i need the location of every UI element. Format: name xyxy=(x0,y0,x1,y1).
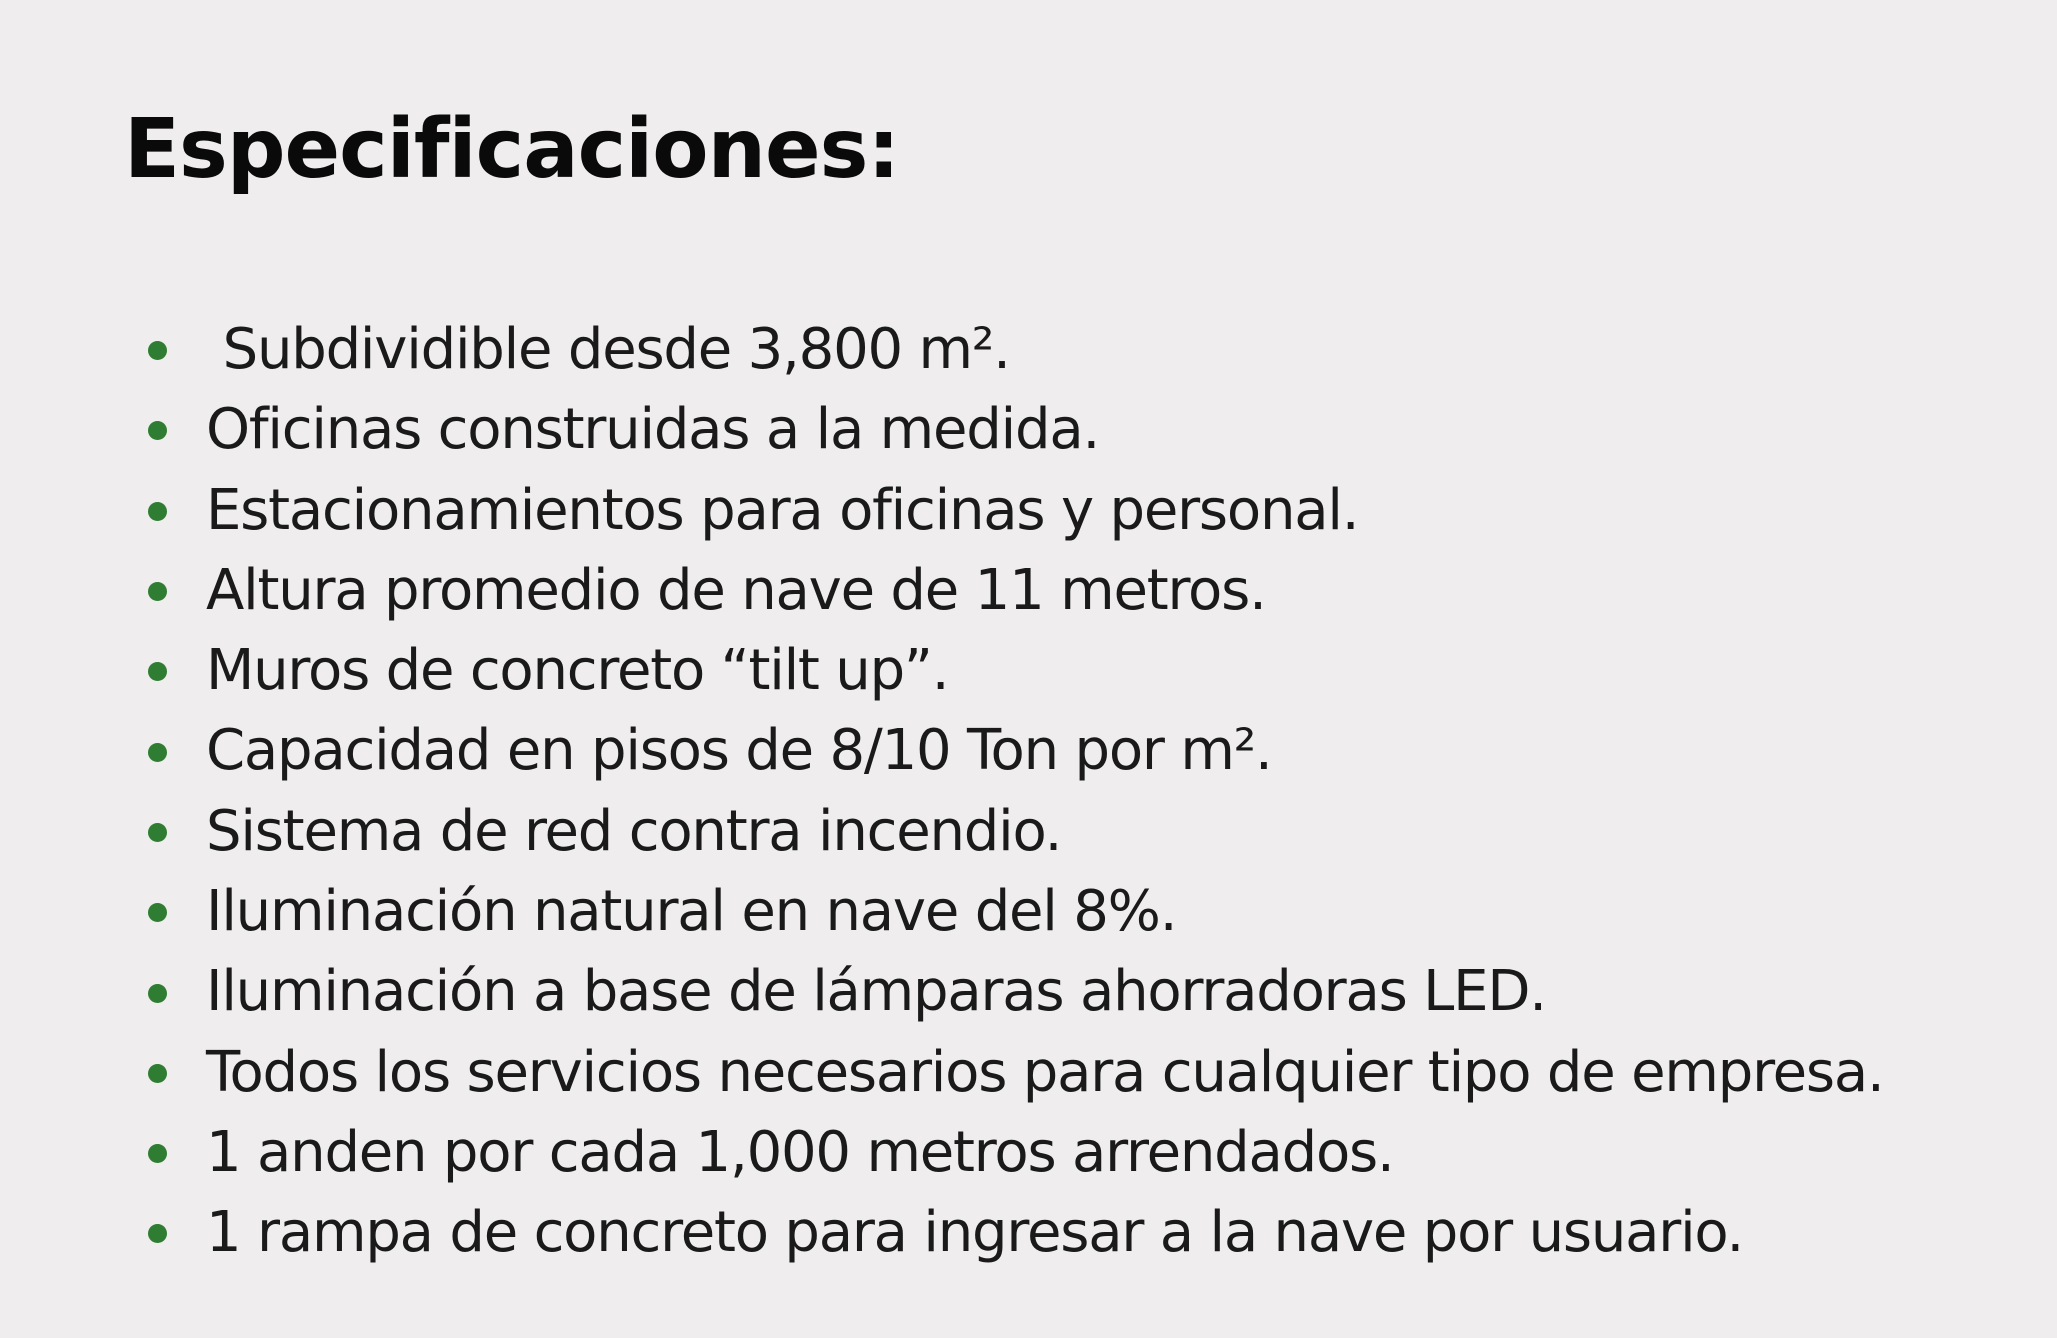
list-item-text: Iluminación natural en nave del 8%. xyxy=(206,879,1177,945)
bullet-icon xyxy=(148,421,167,440)
list-item-text: Subdividible desde 3,800 m². xyxy=(206,317,1010,382)
list-item-text: 1 anden por cada 1,000 metros arrendados. xyxy=(206,1119,1394,1185)
list-item-text: Capacidad en pisos de 8/10 Ton por m². xyxy=(206,718,1272,784)
list-item-text: Todos los servicios necesarios para cualquier tipo de empresa. xyxy=(206,1039,1884,1105)
bullet-icon xyxy=(148,502,167,521)
bullet-icon xyxy=(148,984,167,1003)
bullet-icon xyxy=(148,341,167,360)
bullet-icon xyxy=(148,1064,167,1083)
bullet-icon xyxy=(148,823,167,842)
bullet-icon xyxy=(148,903,167,922)
list-item-text: Oficinas construidas a la medida. xyxy=(206,397,1100,463)
list-item-text: Iluminación a base de lámparas ahorradoras LED. xyxy=(206,959,1546,1025)
list-item-text: 1 rampa de concreto para ingresar a la nave por usuario. xyxy=(206,1200,1744,1266)
page-title: Especificaciones: xyxy=(124,102,900,197)
bullet-icon xyxy=(148,1224,167,1243)
bullet-icon xyxy=(148,743,167,762)
bullet-icon xyxy=(148,1144,167,1163)
bullet-icon xyxy=(148,662,167,681)
list-item-text: Altura promedio de nave de 11 metros. xyxy=(206,557,1266,623)
bullet-icon xyxy=(148,582,167,601)
list-item-text: Muros de concreto “tilt up”. xyxy=(206,638,949,704)
list-item-text: Sistema de red contra incendio. xyxy=(206,798,1062,864)
list-item-text: Estacionamientos para oficinas y personal. xyxy=(206,477,1359,543)
